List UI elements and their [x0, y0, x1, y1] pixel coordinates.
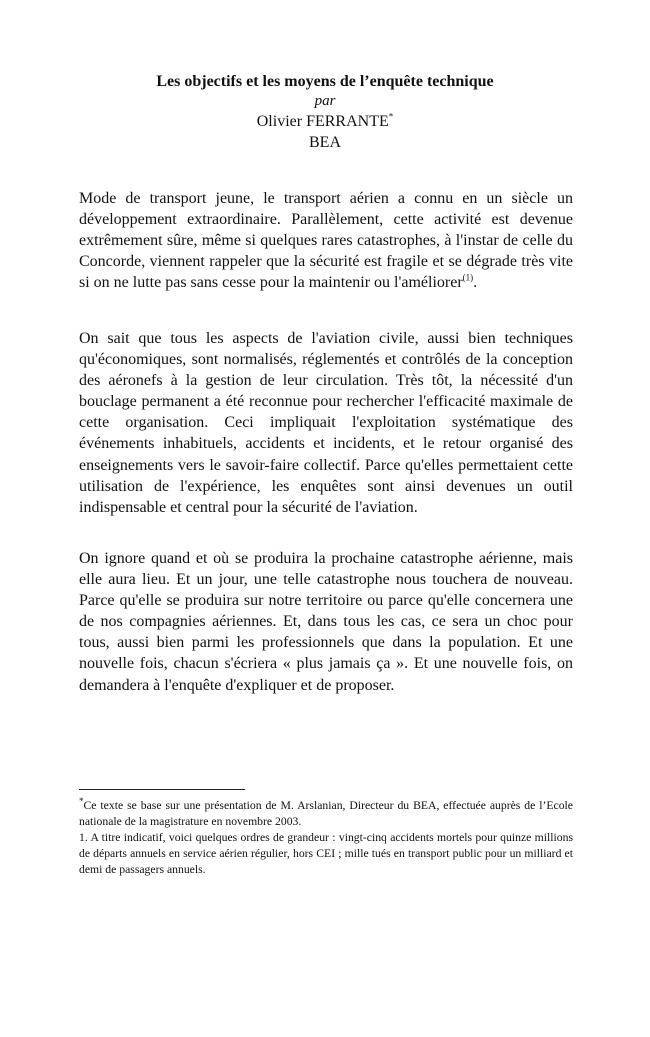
paragraph-1-end: . — [473, 274, 478, 292]
document-header — [0, 72, 650, 153]
footnote-star-text: Ce texte se base sur une présentation de M. Arslanian, Directeur du BEA, effectuée auprès de l’Ecole nationale de la magistrature en novembre 2003. — [79, 799, 573, 828]
footnote-separator — [79, 789, 245, 790]
author-organization: BEA — [309, 134, 341, 151]
author-footnote-mark: * — [388, 111, 394, 122]
author-text: Olivier FERRANTE — [256, 113, 389, 130]
document-title: Les objectifs et les moyens de l’enquête technique — [156, 73, 494, 90]
paragraph-2: On sait que tous les aspects de l'aviation civile, aussi bien techniques qu'économiques, sont normalisés, réglementés et contrôlés de la conception des aéronefs à la gestion de leur circulation. Très tôt, la nécessité d'un bouclage permanent a été reconnue pour rechercher l'efficacité maximale de cette organisation. Ceci impliquait l'exploitation systématique des événements inhabituels, accidents et incidents, et le retour organisé des enseignements vers le savoir-faire collectif. Parce qu'elles permettaient cette utilisation de l'expérience, les enquêtes sont ainsi devenues un outil indispensable et central pour la sécurité de l'aviation. — [79, 330, 573, 516]
footnotes — [79, 798, 573, 878]
paragraph-1-text: Mode de transport jeune, le transport aérien a connu en un siècle un développement extraordinaire. Parallèlement, cette activité est devenue extrêmement sûre, même si quelques rares catastrophes, à l'instar de celle du Concorde, viennent rappeler que la sécurité est fragile et se dégrade très vite si on ne lutte pas sans cesse pour la maintenir ou l'améliorer — [79, 190, 573, 292]
footnote-ref-1: (1) — [462, 273, 474, 284]
author-name — [0, 111, 650, 132]
paragraph-1 — [79, 188, 573, 293]
footnote-star-mark: * — [79, 796, 84, 807]
footnote-star — [79, 798, 573, 830]
footnote-1: 1. A titre indicatif, voici quelques ordres de grandeur : vingt-cinq accidents mortels pour quinze millions de départs annuels en service aérien régulier, hors CEI ; mille tués en transport public pour un milliard et demi de passagers annuels. — [79, 831, 573, 876]
paragraph-3: On ignore quand et où se produira la prochaine catastrophe aérienne, mais elle aura lieu. Et un jour, une telle catastrophe nous touchera de nouveau. Parce qu'elle se produira sur notre territoire ou parce qu'elle concernera une de nos compagnies aériennes. Et, dans tous les cas, ce sera un choc pour tous, aussi bien parmi les professionnels que dans la population. Et une nouvelle fois, chacun s'écriera « plus jamais ça ». Et une nouvelle fois, on demandera à l'enquête d'expliquer et de proposer. — [79, 550, 573, 694]
by-line: par — [314, 93, 336, 109]
